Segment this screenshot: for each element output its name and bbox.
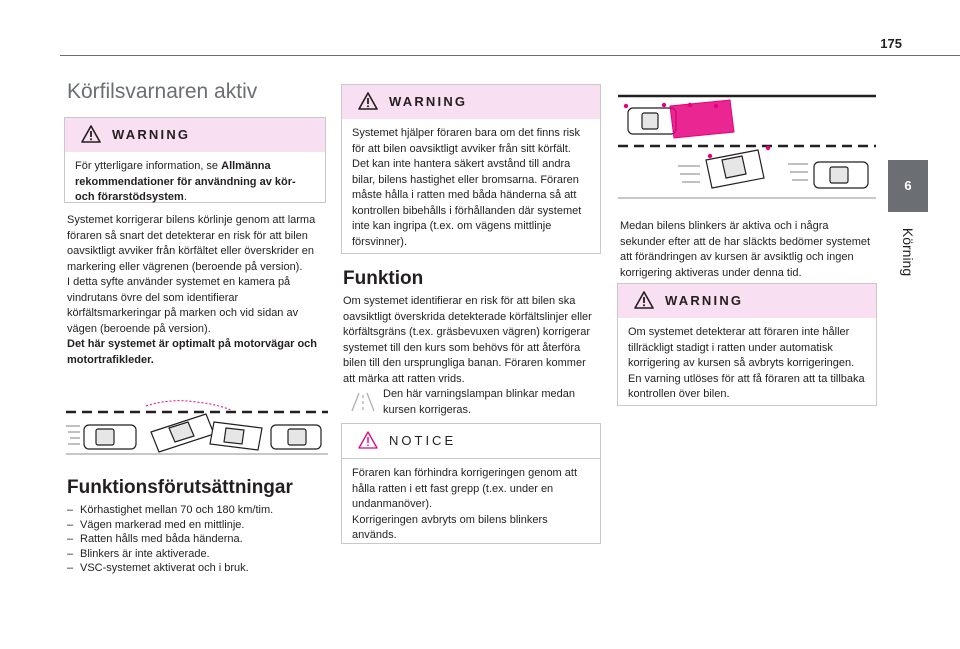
intro-bold-note: Det här systemet är optimalt på motorvägar och motortrafikleder.	[67, 338, 318, 366]
warning-body	[65, 152, 325, 214]
blinker-illustration	[618, 86, 876, 204]
page-title: Körfilsvarnaren aktiv	[67, 80, 258, 103]
section-title-conditions: Funktionsförutsättningar	[67, 477, 293, 498]
warning-header	[342, 85, 600, 119]
notice-text-2: Korrigeringen avbryts om bilens blinkers används.	[352, 513, 548, 541]
warning-heading: WARNING	[665, 293, 744, 308]
notice-heading: NOTICE	[389, 433, 457, 448]
lane-warning-lamp-icon	[350, 391, 376, 413]
car-center	[151, 414, 262, 452]
car-left	[66, 425, 136, 449]
page-number: 175	[880, 36, 902, 51]
warning-box-middle	[341, 84, 601, 254]
intro-paragraph-1: Systemet korrigerar bilens körlinje genom att larma föraren så snart det detekterar en risk för att bilen oavsiktligt avviker från körfältet eller överskrider en markering eller vägrenen (beroende på version).	[67, 214, 316, 273]
list-item: – Vägen markerad med en mittlinje.	[67, 518, 329, 533]
lane-correction-illustration	[66, 392, 328, 462]
lamp-text: Den här varningslampan blinkar medan kursen korrigeras.	[383, 388, 575, 416]
warning-box-right	[617, 283, 877, 406]
chapter-label	[880, 222, 936, 282]
car-top-left	[628, 108, 676, 134]
warning-heading: WARNING	[112, 127, 191, 142]
notice-box	[341, 423, 601, 544]
chapter-tab[interactable]: 6	[888, 160, 928, 212]
warning-box-left	[64, 117, 326, 203]
function-text: Om systemet identifierar en risk för att bilen ska oavsiktligt överskrida detekterade körfältslinjer eller körfältsgräns (t.ex. gräsbevuxen vägren) korrigerar systemet till den kurs som behövs för att återföra bilen till den ursprungliga banan. Föraren kommer att märka att ratten vrids.	[343, 295, 592, 385]
warning-icon	[358, 92, 378, 110]
notice-header	[342, 424, 600, 459]
car-right	[271, 425, 321, 449]
warning-text: Om systemet detekterar att föraren inte håller tillräckligt stadigt i ratten under automatisk korrigering av kursen så avbryts korrigeringen. En varning utlöses för att få föraren att ta tillbaka kontrollen över bilen.	[628, 326, 865, 400]
warning-icon	[81, 125, 101, 143]
car-bottom-center	[706, 150, 764, 188]
notice-text-1: Föraren kan förhindra korrigeringen genom att hålla ratten i ett fast grepp (t.ex. under en undanmanöver).	[352, 467, 578, 510]
conditions-list	[67, 503, 329, 576]
list-item: – Blinkers är inte aktiverade.	[67, 547, 329, 562]
chapter-label-text: Körning	[900, 227, 916, 277]
section-title-function: Funktion	[343, 268, 424, 289]
notice-icon	[358, 431, 378, 449]
list-item: – Körhastighet mellan 70 och 180 km/tim.	[67, 503, 329, 518]
header-rule	[60, 55, 960, 56]
list-item: – VSC-systemet aktiverat och i bruk.	[67, 561, 329, 576]
warning-header	[65, 118, 325, 152]
intro-paragraph-2: I detta syfte använder systemet en kamera på vindrutans övre del som identifierar körfältsmarkeringar på marken och vid sidan av vägen (beroende på version).	[67, 276, 299, 335]
blinker-text: Medan bilens blinkers är aktiva och i några sekunder efter att de har släckts bedömer systemet att förändringen av kursen är avsiktlig och ingen korrigering aktiveras under denna tid.	[620, 220, 871, 279]
notice-body	[342, 459, 600, 552]
list-item: – Ratten hålls med båda händerna.	[67, 532, 329, 547]
warning-text: För ytterligare information, se	[75, 160, 222, 172]
warning-text-end: .	[183, 191, 187, 203]
warning-icon	[634, 291, 654, 309]
intro-text	[67, 213, 329, 368]
warning-reference-link[interactable]: Allmänna rekommendationer för användning av kör- och förarstödsystem	[75, 160, 296, 203]
warning-heading: WARNING	[389, 94, 468, 109]
car-bottom-right	[788, 162, 868, 188]
warning-header	[618, 284, 876, 318]
highlight-car	[670, 100, 734, 138]
warning-text: Systemet hjälper föraren bara om det finns risk för att bilen oavsiktligt avviker från sitt körfält. Det kan inte hantera säkert avstånd till andra bilar, bilens hastighet eller bromsarna. Föraren måste hålla i ratten med båda händerna så att kontrollen bibehålls i förhållanden där systemet inte kan ingripa (t.ex. om vägens mittlinje försvinner).	[352, 127, 582, 248]
